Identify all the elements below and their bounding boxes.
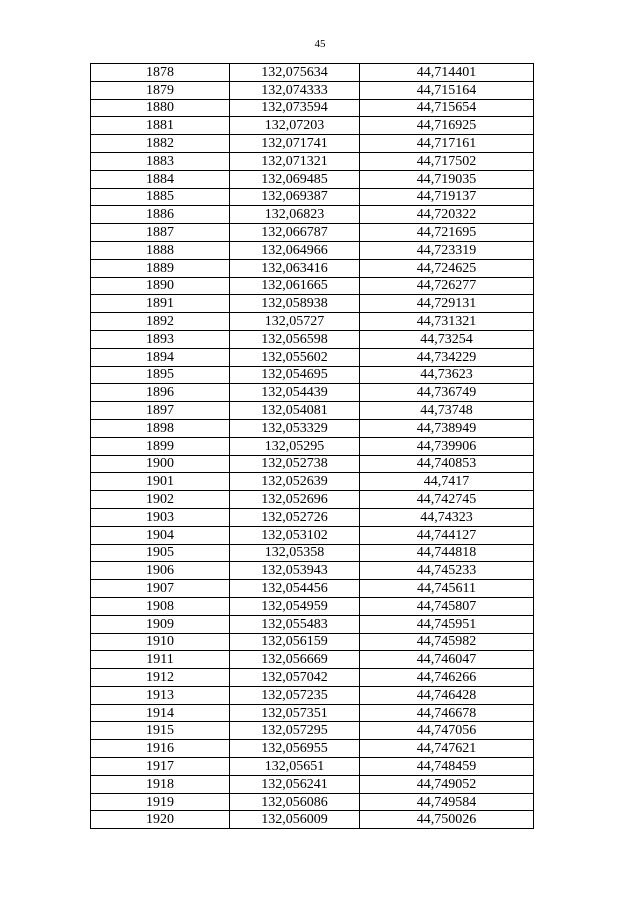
table-row bbox=[91, 740, 534, 758]
value-b-cell: 44,746678 bbox=[360, 704, 534, 722]
year-cell: 1911 bbox=[91, 651, 230, 669]
table-row bbox=[91, 686, 534, 704]
value-a-cell: 132,056598 bbox=[230, 330, 360, 348]
value-b-cell: 44,7417 bbox=[360, 473, 534, 491]
value-a-cell: 132,073594 bbox=[230, 99, 360, 117]
value-b-cell: 44,748459 bbox=[360, 758, 534, 776]
value-b-cell: 44,747621 bbox=[360, 740, 534, 758]
year-cell: 1883 bbox=[91, 152, 230, 170]
table-row bbox=[91, 580, 534, 598]
table-row bbox=[91, 669, 534, 687]
value-b-cell: 44,745611 bbox=[360, 580, 534, 598]
table-row bbox=[91, 366, 534, 384]
year-cell: 1902 bbox=[91, 491, 230, 509]
value-b-cell: 44,734229 bbox=[360, 348, 534, 366]
value-b-cell: 44,720322 bbox=[360, 206, 534, 224]
table-row bbox=[91, 188, 534, 206]
table-row bbox=[91, 793, 534, 811]
year-cell: 1886 bbox=[91, 206, 230, 224]
value-a-cell: 132,052738 bbox=[230, 455, 360, 473]
value-a-cell: 132,057351 bbox=[230, 704, 360, 722]
value-a-cell: 132,052726 bbox=[230, 508, 360, 526]
year-cell: 1899 bbox=[91, 437, 230, 455]
value-b-cell: 44,73623 bbox=[360, 366, 534, 384]
value-a-cell: 132,053329 bbox=[230, 419, 360, 437]
table-row bbox=[91, 259, 534, 277]
value-a-cell: 132,056669 bbox=[230, 651, 360, 669]
year-cell: 1906 bbox=[91, 562, 230, 580]
year-cell: 1910 bbox=[91, 633, 230, 651]
table-row bbox=[91, 313, 534, 331]
year-cell: 1920 bbox=[91, 811, 230, 829]
value-b-cell: 44,731321 bbox=[360, 313, 534, 331]
value-b-cell: 44,746266 bbox=[360, 669, 534, 687]
table-row bbox=[91, 330, 534, 348]
value-a-cell: 132,071321 bbox=[230, 152, 360, 170]
value-b-cell: 44,715164 bbox=[360, 81, 534, 99]
table-row bbox=[91, 615, 534, 633]
year-cell: 1898 bbox=[91, 419, 230, 437]
value-a-cell: 132,071741 bbox=[230, 135, 360, 153]
value-a-cell: 132,053943 bbox=[230, 562, 360, 580]
value-a-cell: 132,069485 bbox=[230, 170, 360, 188]
table-row bbox=[91, 758, 534, 776]
year-cell: 1904 bbox=[91, 526, 230, 544]
value-a-cell: 132,057295 bbox=[230, 722, 360, 740]
value-b-cell: 44,749584 bbox=[360, 793, 534, 811]
table-row bbox=[91, 135, 534, 153]
table-row bbox=[91, 170, 534, 188]
year-cell: 1895 bbox=[91, 366, 230, 384]
value-b-cell: 44,749052 bbox=[360, 775, 534, 793]
year-cell: 1917 bbox=[91, 758, 230, 776]
value-a-cell: 132,05358 bbox=[230, 544, 360, 562]
value-a-cell: 132,054695 bbox=[230, 366, 360, 384]
value-a-cell: 132,064966 bbox=[230, 241, 360, 259]
value-a-cell: 132,054439 bbox=[230, 384, 360, 402]
year-cell: 1905 bbox=[91, 544, 230, 562]
value-a-cell: 132,057042 bbox=[230, 669, 360, 687]
year-cell: 1888 bbox=[91, 241, 230, 259]
table-row bbox=[91, 81, 534, 99]
year-cell: 1887 bbox=[91, 224, 230, 242]
value-a-cell: 132,056955 bbox=[230, 740, 360, 758]
table-row bbox=[91, 419, 534, 437]
year-cell: 1903 bbox=[91, 508, 230, 526]
table-row bbox=[91, 597, 534, 615]
value-a-cell: 132,066787 bbox=[230, 224, 360, 242]
value-a-cell: 132,054081 bbox=[230, 402, 360, 420]
table-row bbox=[91, 704, 534, 722]
value-a-cell: 132,055483 bbox=[230, 615, 360, 633]
year-cell: 1890 bbox=[91, 277, 230, 295]
value-b-cell: 44,750026 bbox=[360, 811, 534, 829]
table-row bbox=[91, 437, 534, 455]
value-b-cell: 44,729131 bbox=[360, 295, 534, 313]
value-a-cell: 132,055602 bbox=[230, 348, 360, 366]
year-cell: 1884 bbox=[91, 170, 230, 188]
year-cell: 1907 bbox=[91, 580, 230, 598]
year-cell: 1916 bbox=[91, 740, 230, 758]
table-row bbox=[91, 402, 534, 420]
value-b-cell: 44,716925 bbox=[360, 117, 534, 135]
value-b-cell: 44,724625 bbox=[360, 259, 534, 277]
table-row bbox=[91, 455, 534, 473]
value-b-cell: 44,717161 bbox=[360, 135, 534, 153]
value-a-cell: 132,056009 bbox=[230, 811, 360, 829]
table-row bbox=[91, 295, 534, 313]
table-row bbox=[91, 491, 534, 509]
table-row bbox=[91, 722, 534, 740]
year-cell: 1908 bbox=[91, 597, 230, 615]
value-b-cell: 44,719035 bbox=[360, 170, 534, 188]
table-row bbox=[91, 384, 534, 402]
year-cell: 1892 bbox=[91, 313, 230, 331]
value-b-cell: 44,747056 bbox=[360, 722, 534, 740]
value-a-cell: 132,057235 bbox=[230, 686, 360, 704]
value-b-cell: 44,739906 bbox=[360, 437, 534, 455]
value-b-cell: 44,746428 bbox=[360, 686, 534, 704]
value-a-cell: 132,054959 bbox=[230, 597, 360, 615]
value-a-cell: 132,05727 bbox=[230, 313, 360, 331]
table-row bbox=[91, 651, 534, 669]
year-cell: 1915 bbox=[91, 722, 230, 740]
value-a-cell: 132,075634 bbox=[230, 64, 360, 82]
table-row bbox=[91, 544, 534, 562]
value-a-cell: 132,056159 bbox=[230, 633, 360, 651]
value-b-cell: 44,721695 bbox=[360, 224, 534, 242]
value-b-cell: 44,74323 bbox=[360, 508, 534, 526]
value-b-cell: 44,745982 bbox=[360, 633, 534, 651]
value-a-cell: 132,063416 bbox=[230, 259, 360, 277]
value-a-cell: 132,058938 bbox=[230, 295, 360, 313]
year-cell: 1896 bbox=[91, 384, 230, 402]
table-body bbox=[91, 64, 534, 829]
value-a-cell: 132,052696 bbox=[230, 491, 360, 509]
table-row bbox=[91, 152, 534, 170]
table-row bbox=[91, 633, 534, 651]
value-a-cell: 132,05651 bbox=[230, 758, 360, 776]
value-a-cell: 132,069387 bbox=[230, 188, 360, 206]
value-b-cell: 44,738949 bbox=[360, 419, 534, 437]
year-cell: 1909 bbox=[91, 615, 230, 633]
value-b-cell: 44,723319 bbox=[360, 241, 534, 259]
value-a-cell: 132,07203 bbox=[230, 117, 360, 135]
table-row bbox=[91, 562, 534, 580]
value-b-cell: 44,726277 bbox=[360, 277, 534, 295]
table-row bbox=[91, 473, 534, 491]
table-row bbox=[91, 277, 534, 295]
value-b-cell: 44,736749 bbox=[360, 384, 534, 402]
year-cell: 1901 bbox=[91, 473, 230, 491]
table-row bbox=[91, 508, 534, 526]
year-cell: 1879 bbox=[91, 81, 230, 99]
year-cell: 1893 bbox=[91, 330, 230, 348]
year-cell: 1881 bbox=[91, 117, 230, 135]
year-cell: 1900 bbox=[91, 455, 230, 473]
table-row bbox=[91, 206, 534, 224]
year-cell: 1913 bbox=[91, 686, 230, 704]
year-cell: 1889 bbox=[91, 259, 230, 277]
value-b-cell: 44,746047 bbox=[360, 651, 534, 669]
value-a-cell: 132,053102 bbox=[230, 526, 360, 544]
table-row bbox=[91, 64, 534, 82]
year-cell: 1891 bbox=[91, 295, 230, 313]
value-b-cell: 44,745807 bbox=[360, 597, 534, 615]
table-row bbox=[91, 241, 534, 259]
value-b-cell: 44,744127 bbox=[360, 526, 534, 544]
year-cell: 1882 bbox=[91, 135, 230, 153]
year-cell: 1914 bbox=[91, 704, 230, 722]
year-cell: 1919 bbox=[91, 793, 230, 811]
value-a-cell: 132,074333 bbox=[230, 81, 360, 99]
year-cell: 1912 bbox=[91, 669, 230, 687]
table-row bbox=[91, 348, 534, 366]
value-b-cell: 44,73254 bbox=[360, 330, 534, 348]
value-b-cell: 44,740853 bbox=[360, 455, 534, 473]
value-b-cell: 44,714401 bbox=[360, 64, 534, 82]
value-b-cell: 44,715654 bbox=[360, 99, 534, 117]
table-row bbox=[91, 775, 534, 793]
value-a-cell: 132,05295 bbox=[230, 437, 360, 455]
year-cell: 1894 bbox=[91, 348, 230, 366]
page-number: 45 bbox=[314, 38, 326, 50]
value-b-cell: 44,73748 bbox=[360, 402, 534, 420]
table-row bbox=[91, 117, 534, 135]
table-row bbox=[91, 811, 534, 829]
year-cell: 1897 bbox=[91, 402, 230, 420]
value-b-cell: 44,717502 bbox=[360, 152, 534, 170]
value-a-cell: 132,056086 bbox=[230, 793, 360, 811]
value-a-cell: 132,06823 bbox=[230, 206, 360, 224]
year-cell: 1878 bbox=[91, 64, 230, 82]
value-b-cell: 44,719137 bbox=[360, 188, 534, 206]
table-row bbox=[91, 224, 534, 242]
value-b-cell: 44,742745 bbox=[360, 491, 534, 509]
value-b-cell: 44,744818 bbox=[360, 544, 534, 562]
value-a-cell: 132,061665 bbox=[230, 277, 360, 295]
table-row bbox=[91, 99, 534, 117]
value-b-cell: 44,745951 bbox=[360, 615, 534, 633]
year-cell: 1918 bbox=[91, 775, 230, 793]
value-b-cell: 44,745233 bbox=[360, 562, 534, 580]
value-a-cell: 132,056241 bbox=[230, 775, 360, 793]
value-a-cell: 132,052639 bbox=[230, 473, 360, 491]
table-row bbox=[91, 526, 534, 544]
value-a-cell: 132,054456 bbox=[230, 580, 360, 598]
year-cell: 1885 bbox=[91, 188, 230, 206]
data-table bbox=[90, 63, 534, 829]
year-cell: 1880 bbox=[91, 99, 230, 117]
